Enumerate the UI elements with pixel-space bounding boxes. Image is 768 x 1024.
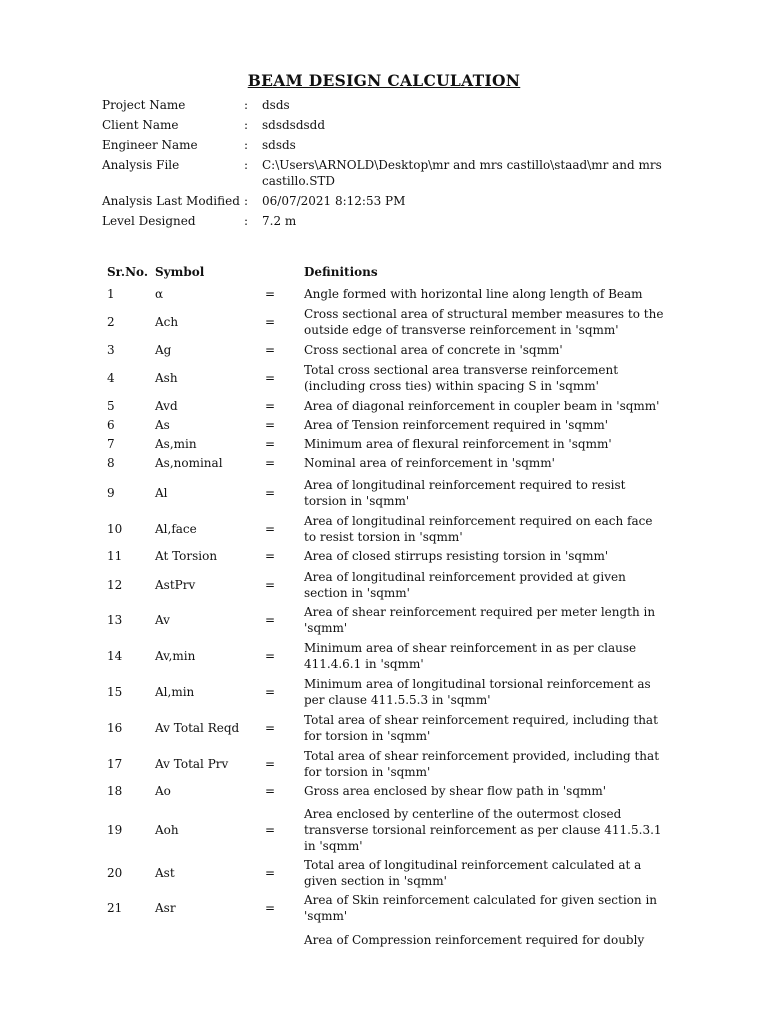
row-symbol: Aoh [155,823,179,837]
table-row [0,475,768,511]
row-definition: Area of shear reinforcement required per meter length in 'sqmm' [304,605,656,635]
row-equals: = [265,343,276,357]
table-row [0,341,768,359]
info-label: Engineer Name [102,138,198,152]
row-equals: = [265,371,276,385]
info-row [102,97,682,115]
info-label: Level Designed [102,214,196,228]
table-row [0,567,768,603]
row-number: 7 [107,437,115,451]
info-row [102,137,682,155]
row-definition: Total area of shear reinforcement required, including that for torsion in 'sqmm' [304,713,658,743]
row-number: 21 [107,901,123,915]
row-equals: = [265,399,276,413]
info-colon: : [244,118,249,132]
row-symbol: As [155,418,170,432]
row-definition: Angle formed with horizontal line along length of Beam [304,287,643,301]
info-label: Analysis File [102,158,180,172]
row-definition: Total area of shear reinforcement provided, including that for torsion in 'sqmm' [304,749,660,779]
row-definition: Area of Skin reinforcement calculated for given section in 'sqmm' [304,893,658,923]
info-value: sdsds [262,138,296,152]
table-row [0,782,768,800]
row-equals: = [265,613,276,627]
table-row [0,746,768,782]
info-label: Analysis Last Modified [102,194,240,208]
row-equals: = [265,522,276,536]
row-number: 2 [107,315,115,329]
row-equals: = [265,549,276,563]
row-equals: = [265,287,276,301]
info-value: 7.2 m [262,214,297,228]
info-colon: : [244,158,249,172]
row-definition: Minimum area of shear reinforcement in as per clause 411.4.6.1 in 'sqmm' [304,641,637,671]
row-definition: Cross sectional area of structural member measures to the outside edge of transverse reinforcement in 'sqmm' [304,307,664,337]
row-symbol: α [155,287,164,301]
row-number: 14 [107,649,123,663]
row-number: 6 [107,418,115,432]
row-symbol: As,nominal [155,456,223,470]
row-equals: = [265,784,276,798]
row-number: 19 [107,823,123,837]
row-symbol: Ast [155,866,175,880]
row-definition: Cross sectional area of concrete in 'sqmm' [304,343,563,357]
info-row [102,193,682,211]
row-definition: Area enclosed by centerline of the outermost closed transverse torsional reinforcement as per clause 411.5.3.1 in 'sqmm' [304,807,662,853]
info-row [102,117,682,135]
row-definition: Area of longitudinal reinforcement provided at given section in 'sqmm' [304,570,626,600]
row-number: 18 [107,784,123,798]
row-symbol: At Torsion [155,549,218,563]
row-definition: Total area of longitudinal reinforcement calculated at a given section in 'sqmm' [304,858,642,888]
row-definition: Area of Tension reinforcement required in 'sqmm' [304,418,609,432]
table-row [0,803,768,857]
table-row [0,674,768,710]
row-symbol: Ag [155,343,172,357]
row-symbol: As,min [155,437,197,451]
row-definition: Minimum area of flexural reinforcement in 'sqmm' [304,437,612,451]
header-symbol: Symbol [155,265,205,279]
row-definition: Minimum area of longitudinal torsional reinforcement as per clause 411.5.5.3 in 'sqmm' [304,677,651,707]
row-equals: = [265,649,276,663]
table-row [0,931,768,949]
table-row [0,511,768,547]
info-value: dsds [262,98,290,112]
row-number: 15 [107,685,123,699]
info-value: 06/07/2021 8:12:53 PM [262,194,406,208]
row-number: 5 [107,399,115,413]
row-definition: Area of diagonal reinforcement in coupler beam in 'sqmm' [304,399,660,413]
row-definition: Gross area enclosed by shear flow path in 'sqmm' [304,784,607,798]
row-number: 20 [107,866,123,880]
row-equals: = [265,757,276,771]
row-equals: = [265,578,276,592]
row-number: 16 [107,721,123,735]
row-equals: = [265,315,276,329]
row-symbol: Ash [155,371,178,385]
row-symbol: Av Total Reqd [155,721,240,735]
row-number: 13 [107,613,123,627]
row-symbol: Av,min [155,649,196,663]
row-symbol: Av Total Prv [155,757,229,771]
row-number: 3 [107,343,115,357]
row-number: 9 [107,486,115,500]
row-definition: Nominal area of reinforcement in 'sqmm' [304,456,555,470]
row-definition: Area of longitudinal reinforcement required to resist torsion in 'sqmm' [304,478,626,508]
table-row [0,710,768,746]
info-colon: : [244,214,249,228]
info-colon: : [244,138,249,152]
row-symbol: Al,face [155,522,197,536]
row-symbol: Al,min [155,685,195,699]
info-value: sdsdsdsdd [262,118,326,132]
row-symbol: Avd [155,399,178,413]
row-symbol: AstPrv [155,578,196,592]
table-row [0,360,768,396]
row-equals: = [265,456,276,470]
table-row [0,435,768,453]
info-colon: : [244,194,249,208]
row-symbol: Al [155,486,168,500]
table-row [0,602,768,638]
document-title: BEAM DESIGN CALCULATION [247,71,521,90]
row-equals: = [265,418,276,432]
row-equals: = [265,901,276,915]
row-symbol: Av [155,613,170,627]
row-definition: Area of Compression reinforcement required for doubly [304,933,645,947]
row-symbol: Ach [155,315,179,329]
row-equals: = [265,437,276,451]
info-label: Project Name [102,98,186,112]
row-definition: Area of closed stirrups resisting torsion in 'sqmm' [304,549,609,563]
info-label: Client Name [102,118,179,132]
row-definition: Area of longitudinal reinforcement required on each face to resist torsion in 'sqmm' [304,514,653,544]
row-symbol: Ao [155,784,171,798]
table-row [0,855,768,891]
row-equals: = [265,721,276,735]
row-number: 11 [107,549,123,563]
table-row [0,454,768,472]
table-row [0,416,768,434]
row-number: 12 [107,578,123,592]
row-equals: = [265,685,276,699]
table-row [0,397,768,415]
row-number: 17 [107,757,123,771]
table-row [0,638,768,674]
table-row [0,285,768,303]
row-equals: = [265,486,276,500]
row-equals: = [265,866,276,880]
row-equals: = [265,823,276,837]
info-value: C:\Users\ARNOLD\Desktop\mr and mrs castillo\staad\mr and mrs castillo.STD [262,158,662,188]
info-row [102,213,682,231]
row-number: 10 [107,522,123,536]
table-row [0,304,768,340]
info-colon: : [244,98,249,112]
row-number: 1 [107,287,115,301]
row-definition: Total cross sectional area transverse reinforcement (including cross ties) within spacing S in 'sqmm' [304,363,619,393]
header-sr-no: Sr.No. [107,265,149,279]
info-row [102,157,682,191]
row-number: 4 [107,371,115,385]
row-number: 8 [107,456,115,470]
header-definitions: Definitions [304,265,378,279]
table-row [0,547,768,565]
row-symbol: Asr [155,901,176,915]
table-row [0,890,768,926]
